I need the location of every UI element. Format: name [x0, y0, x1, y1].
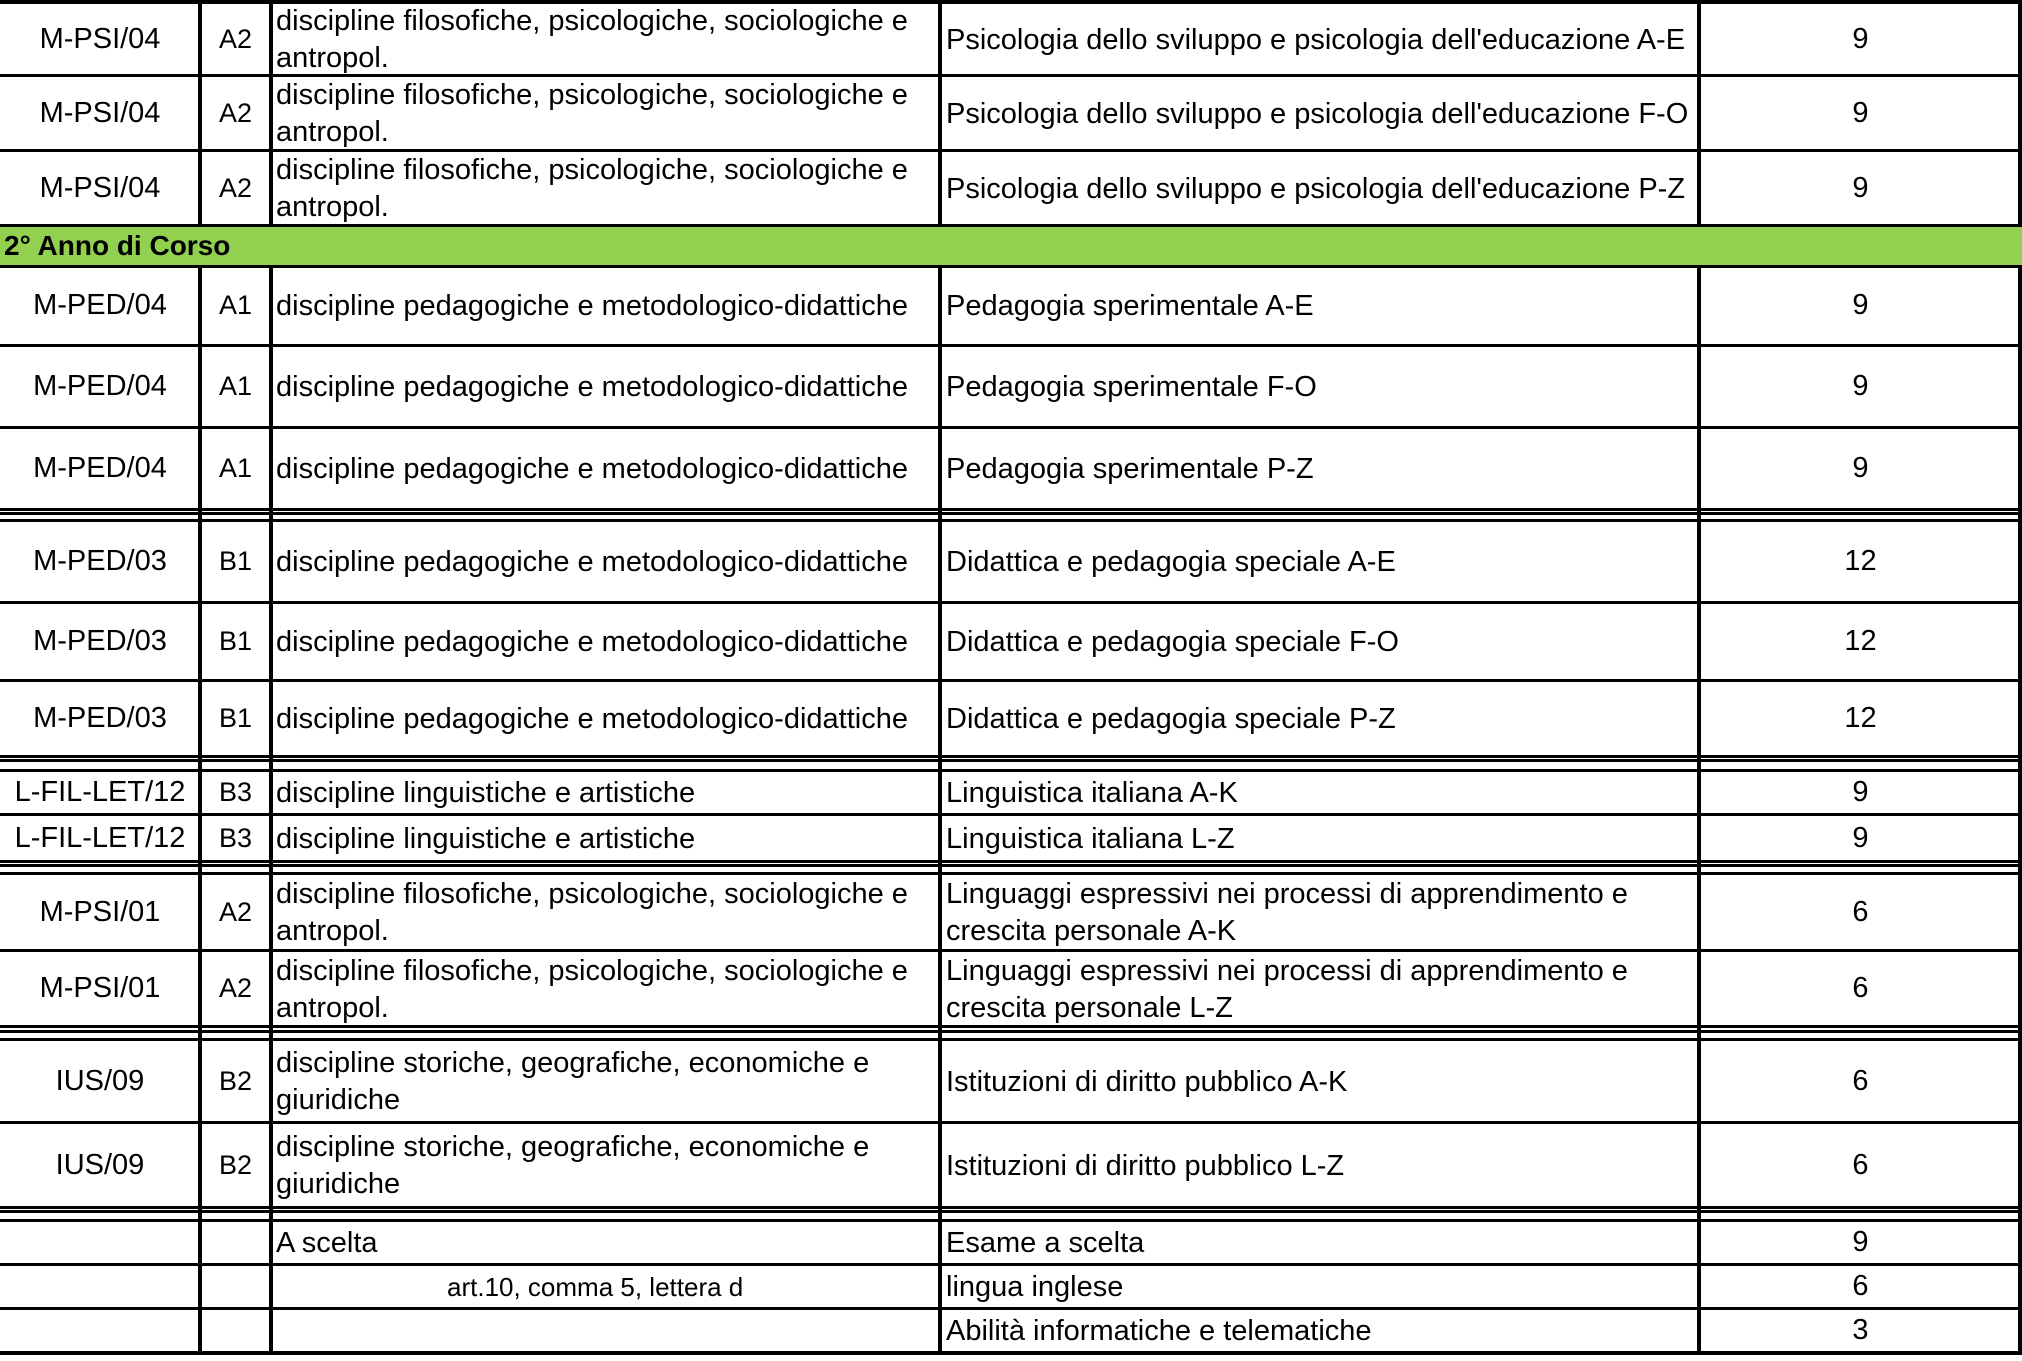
table-row [0, 429, 2022, 508]
insegnamento-cell: Psicologia dello sviluppo e psicologia dell'educazione P-Z [946, 172, 1686, 205]
table-row [0, 1310, 2022, 1351]
disciplina-cell: discipline filosofiche, psicologiche, sociologiche e antropol. [276, 5, 908, 74]
grid-line [0, 0, 2022, 4]
grid-line [198, 265, 202, 1355]
ssd-cell: M-PED/03 [33, 545, 167, 577]
ssd-cell [0, 1266, 200, 1307]
grid-line [0, 512, 2022, 515]
disciplina-cell: discipline filosofiche, psicologiche, sociologiche e antropol. [276, 954, 908, 1024]
cfu-cell: 9 [1852, 171, 1869, 204]
grid-line [0, 759, 2022, 762]
grid-line [0, 755, 2022, 758]
grid-line [0, 1038, 2022, 1041]
table-row [0, 267, 2022, 344]
disciplina-cell: discipline pedagogiche e metodologico-didattiche [276, 453, 908, 485]
cfu-cell: 6 [1852, 895, 1869, 928]
table-row [0, 347, 2022, 426]
table-row [0, 682, 2022, 755]
insegnamento-cell: Linguaggi espressivi nei processi di apprendimento e crescita personale A-K [946, 878, 1628, 947]
table-row [0, 1124, 2022, 1206]
ambito-cell: B1 [218, 626, 253, 656]
grid-line [0, 519, 2022, 522]
insegnamento-cell: Psicologia dello sviluppo e psicologia dell'educazione F-O [946, 97, 1689, 130]
ssd-cell: L-FIL-LET/12 [14, 821, 186, 854]
ambito-cell [200, 1222, 271, 1263]
disciplina-cell: discipline filosofiche, psicologiche, sociologiche e antropol. [276, 878, 908, 947]
grid-line [269, 265, 273, 1355]
grid-line [2018, 0, 2022, 227]
table-row [0, 152, 2022, 224]
table-row [0, 952, 2022, 1025]
insegnamento-cell: Didattica e pedagogia speciale A-E [946, 546, 1396, 578]
insegnamento-cell: Pedagogia sperimentale P-Z [946, 453, 1314, 485]
ssd-cell: M-PED/04 [33, 370, 167, 402]
table-row [0, 1041, 2022, 1121]
disciplina-cell: discipline filosofiche, psicologiche, sociologiche e antropol. [276, 79, 908, 148]
table-row [0, 77, 2022, 149]
cfu-cell: 6 [1852, 1148, 1869, 1181]
disciplina-cell: discipline pedagogiche e metodologico-didattiche [276, 546, 908, 578]
grid-line [0, 1307, 2022, 1310]
ssd-cell: M-PED/03 [33, 625, 167, 657]
ambito-cell: B3 [218, 777, 253, 807]
grid-line [0, 1121, 2022, 1124]
grid-line [269, 0, 273, 227]
ssd-cell: M-PED/03 [33, 702, 167, 734]
cfu-cell: 12 [1844, 702, 1877, 734]
cfu-cell: 6 [1852, 1064, 1869, 1097]
disciplina-cell: art.10, comma 5, lettera d [447, 1272, 744, 1302]
cfu-cell: 9 [1852, 289, 1869, 321]
grid-line [0, 1025, 2022, 1028]
grid-line [0, 860, 2022, 863]
ambito-cell: A1 [218, 290, 253, 320]
grid-line [0, 679, 2022, 682]
ssd-cell: M-PED/04 [33, 452, 167, 484]
ssd-cell: M-PSI/04 [39, 96, 161, 129]
grid-line [0, 1263, 2022, 1266]
grid-line [0, 769, 2022, 772]
grid-line [0, 224, 2022, 227]
ambito-cell: A1 [218, 453, 253, 483]
insegnamento-cell: Pedagogia sperimentale F-O [946, 371, 1317, 403]
cfu-cell: 12 [1844, 625, 1877, 657]
grid-line [0, 74, 2022, 77]
insegnamento-cell: Linguaggi espressivi nei processi di apprendimento e crescita personale L-Z [946, 954, 1628, 1024]
cfu-cell: 9 [1852, 821, 1869, 854]
grid-line [0, 149, 2022, 152]
ssd-cell [0, 1310, 200, 1351]
table-row [0, 522, 2022, 601]
disciplina-cell: discipline storiche, geografiche, economiche e giuridiche [276, 1047, 870, 1116]
grid-line [198, 0, 202, 227]
disciplina-cell: discipline linguistiche e artistiche [276, 822, 696, 855]
ssd-cell: M-PSI/04 [39, 171, 161, 204]
grid-line [0, 265, 2022, 268]
disciplina-cell: discipline pedagogiche e metodologico-didattiche [276, 290, 908, 322]
insegnamento-cell: Istituzioni di diritto pubblico L-Z [946, 1149, 1345, 1182]
cfu-cell: 12 [1844, 545, 1877, 577]
insegnamento-cell: Didattica e pedagogia speciale F-O [946, 626, 1399, 658]
table-row [0, 4, 2022, 74]
grid-line [938, 265, 942, 1355]
table-row [0, 772, 2022, 813]
grid-line [0, 1206, 2022, 1209]
grid-line [0, 872, 2022, 875]
section-row [0, 227, 2022, 265]
ssd-cell [0, 1222, 200, 1263]
grid-line [0, 1030, 2022, 1033]
grid-line [0, 813, 2022, 816]
section-title: 2° Anno di Corso [4, 230, 231, 261]
grid-line [0, 1210, 2022, 1213]
grid-line [0, 344, 2022, 347]
ambito-cell: A2 [218, 896, 253, 927]
grid-line [1697, 265, 1701, 1355]
ambito-cell: A2 [218, 23, 253, 54]
cfu-cell: 3 [1852, 1314, 1869, 1346]
ssd-cell: M-PED/04 [33, 289, 167, 321]
cfu-cell: 6 [1852, 1270, 1869, 1302]
grid-line [2018, 265, 2022, 1355]
insegnamento-cell: Didattica e pedagogia speciale P-Z [946, 703, 1396, 735]
grid-line [0, 949, 2022, 952]
insegnamento-cell: Abilità informatiche e telematiche [946, 1315, 1372, 1347]
grid-line [0, 864, 2022, 867]
disciplina-cell: discipline pedagogiche e metodologico-didattiche [276, 703, 908, 735]
ambito-cell: B1 [218, 703, 253, 733]
grid-line [0, 508, 2022, 511]
cfu-cell: 9 [1852, 370, 1869, 402]
disciplina-cell: A scelta [276, 1227, 378, 1259]
ssd-cell: M-PSI/04 [39, 22, 161, 55]
table-row [0, 1266, 2022, 1307]
ssd-cell: L-FIL-LET/12 [14, 776, 186, 808]
ssd-cell: M-PSI/01 [39, 895, 161, 928]
insegnamento-cell: Linguistica italiana L-Z [946, 822, 1235, 855]
ambito-cell: A1 [218, 371, 253, 401]
ambito-cell [200, 1310, 271, 1351]
insegnamento-cell: Linguistica italiana A-K [946, 777, 1238, 809]
cfu-cell: 9 [1852, 1226, 1869, 1258]
ambito-cell: A2 [218, 172, 253, 203]
disciplina-cell: discipline pedagogiche e metodologico-didattiche [276, 371, 908, 403]
cfu-cell: 9 [1852, 96, 1869, 129]
grid-line [0, 426, 2022, 429]
table-row [0, 1222, 2022, 1263]
grid-line [938, 0, 942, 227]
disciplina-cell: discipline filosofiche, psicologiche, sociologiche e antropol. [276, 154, 908, 223]
disciplina-cell: discipline pedagogiche e metodologico-didattiche [276, 626, 908, 658]
disciplina-cell [271, 1310, 940, 1351]
ambito-cell [200, 1266, 271, 1307]
ssd-cell: M-PSI/01 [39, 972, 161, 1004]
table-row [0, 604, 2022, 679]
disciplina-cell: discipline linguistiche e artistiche [276, 777, 696, 809]
insegnamento-cell: Psicologia dello sviluppo e psicologia dell'educazione A-E [946, 23, 1686, 56]
ambito-cell: A2 [218, 97, 253, 128]
cfu-cell: 9 [1852, 452, 1869, 484]
insegnamento-cell: lingua inglese [946, 1271, 1124, 1303]
ambito-cell: A2 [218, 973, 253, 1003]
ambito-cell: B3 [218, 822, 253, 853]
ssd-cell: IUS/09 [55, 1148, 145, 1181]
disciplina-cell: discipline storiche, geografiche, economiche e giuridiche [276, 1131, 870, 1200]
ambito-cell: B1 [218, 546, 253, 576]
cfu-cell: 6 [1852, 972, 1869, 1004]
insegnamento-cell: Istituzioni di diritto pubblico A-K [946, 1065, 1348, 1098]
grid-line [0, 601, 2022, 604]
ssd-cell: IUS/09 [55, 1064, 145, 1097]
cfu-cell: 9 [1852, 22, 1869, 55]
ambito-cell: B2 [218, 1065, 253, 1096]
grid-line [0, 1219, 2022, 1222]
insegnamento-cell: Esame a scelta [946, 1227, 1145, 1259]
table-row [0, 875, 2022, 949]
ambito-cell: B2 [218, 1149, 253, 1180]
table-row [0, 816, 2022, 860]
grid-line [0, 1351, 2022, 1355]
insegnamento-cell: Pedagogia sperimentale A-E [946, 290, 1314, 322]
grid-line [1697, 0, 1701, 227]
cfu-cell: 9 [1852, 776, 1869, 808]
